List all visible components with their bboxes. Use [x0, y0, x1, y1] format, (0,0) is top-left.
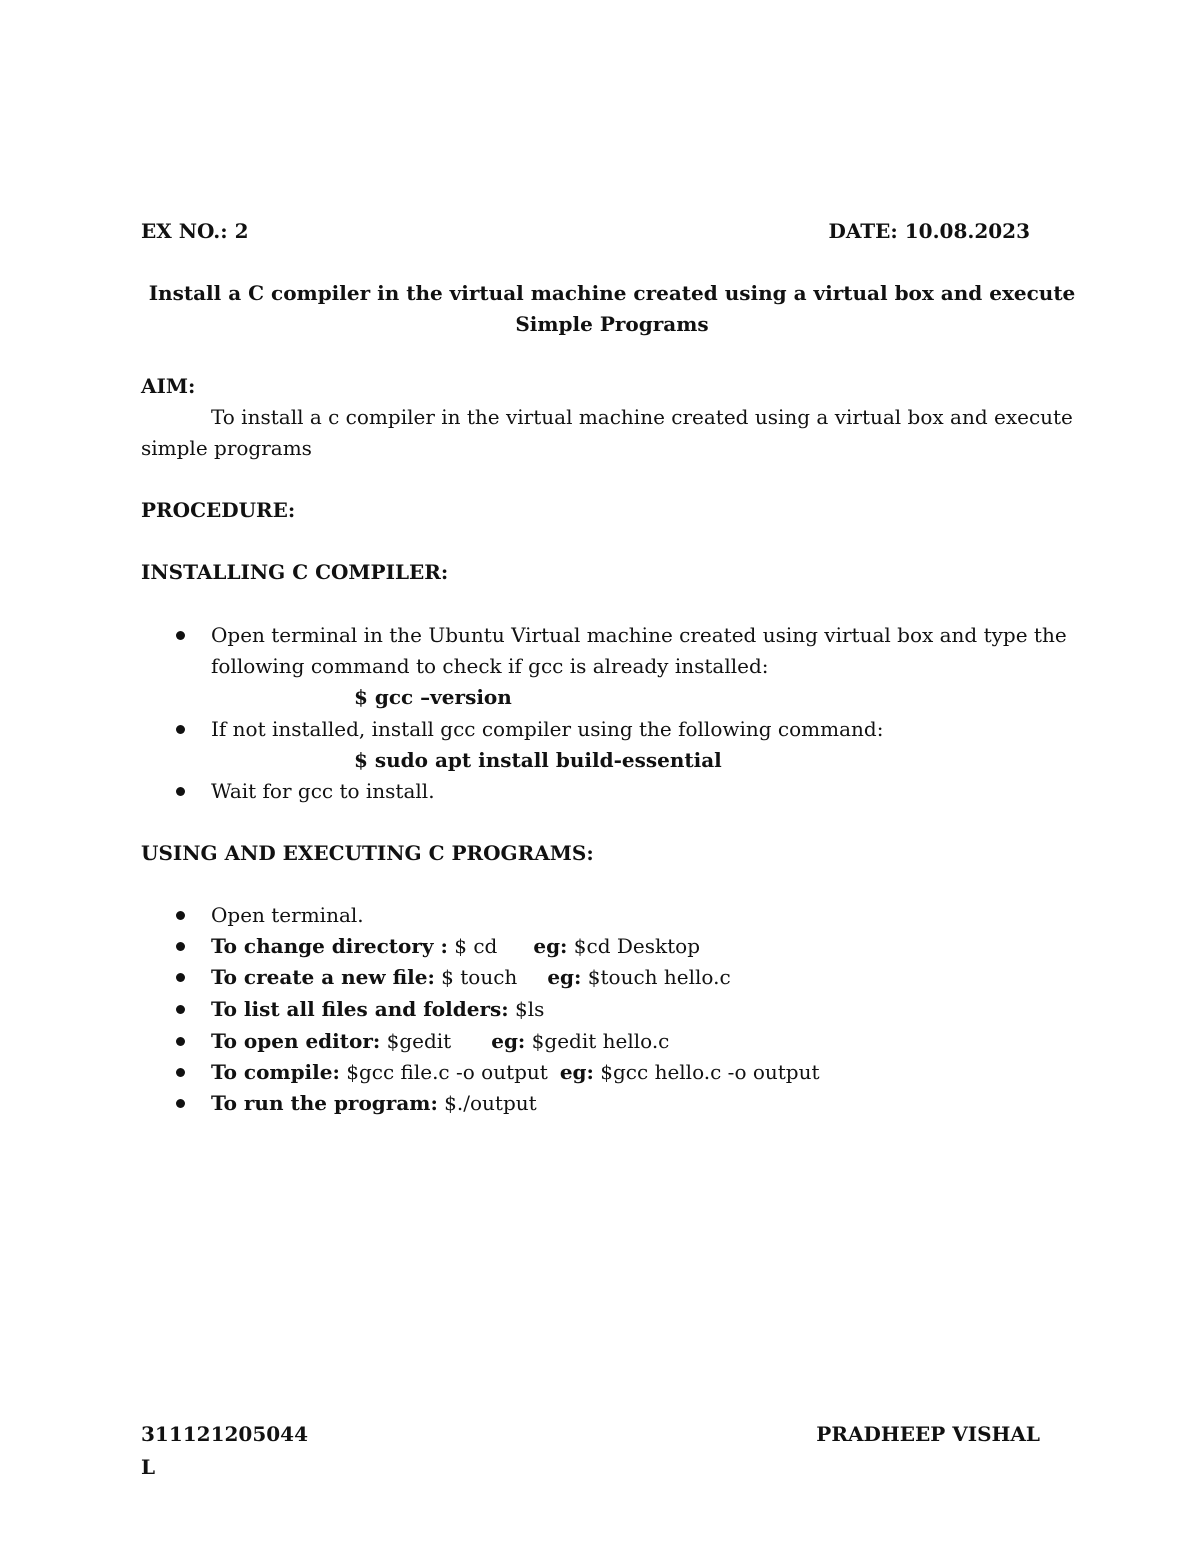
using-item-eg-label: eg: — [533, 934, 568, 958]
bullet-icon — [176, 1099, 185, 1108]
footer-roll-suffix: L — [141, 1455, 156, 1479]
footer-student-name: PRADHEEP VISHAL — [816, 1422, 1040, 1446]
using-item-eg-label: eg: — [491, 1029, 526, 1053]
bullet-icon — [176, 1068, 185, 1077]
aim-heading: AIM: — [141, 374, 196, 398]
using-item-label: To open editor: — [211, 1029, 381, 1053]
using-item-value: $ cd — [447, 934, 498, 958]
using-item-eg-label: eg: — [547, 965, 582, 989]
bullet-icon — [176, 787, 185, 796]
using-heading: USING AND EXECUTING C PROGRAMS: — [141, 841, 594, 865]
using-item-label: To run the program: — [211, 1091, 438, 1115]
bullet-icon — [176, 725, 185, 734]
footer-roll-number: 311121205044 — [141, 1422, 308, 1446]
command-install-build-essential: $ sudo apt install build-essential — [354, 748, 722, 772]
using-item-label: To compile: — [211, 1060, 340, 1084]
using-item-eg-value: $gedit hello.c — [525, 1029, 670, 1053]
title-line-1: Install a C compiler in the virtual machine created using a virtual box and execute — [148, 281, 1076, 305]
command-gcc-version: $ gcc –version — [354, 685, 512, 709]
using-item-value: $ touch — [434, 965, 518, 989]
using-item-eg-value: $gcc hello.c -o output — [593, 1060, 820, 1084]
using-item-label: To change directory : — [211, 934, 448, 958]
using-item-eg-value: $cd Desktop — [567, 934, 701, 958]
bullet-icon — [176, 1037, 185, 1046]
bullet-icon — [176, 631, 185, 640]
using-item-value: Open terminal. — [211, 903, 364, 927]
bullet-icon — [176, 973, 185, 982]
ex-number: EX NO.: 2 — [141, 219, 249, 243]
using-item-value: $ls — [508, 997, 545, 1021]
using-item-eg-value: $touch hello.c — [581, 965, 731, 989]
aim-text-line-1: To install a c compiler in the virtual machine created using a virtual box and execute — [211, 405, 1073, 429]
installing-heading: INSTALLING C COMPILER: — [141, 560, 449, 584]
using-item-value: $gcc file.c -o output — [339, 1060, 548, 1084]
install-bullet-1-line-1: Open terminal in the Ubuntu Virtual machine created using virtual box and type the — [211, 623, 1067, 647]
install-bullet-2-text: If not installed, install gcc compiler using the following command: — [211, 717, 884, 741]
bullet-icon — [176, 911, 185, 920]
aim-text-line-2: simple programs — [141, 436, 312, 460]
using-item-label: To list all files and folders: — [211, 997, 509, 1021]
procedure-heading: PROCEDURE: — [141, 498, 296, 522]
using-item-value: $gedit — [380, 1029, 452, 1053]
title-line-2: Simple Programs — [515, 312, 709, 336]
using-item-eg-label: eg: — [559, 1060, 594, 1084]
install-bullet-3-text: Wait for gcc to install. — [211, 779, 435, 803]
date-label: DATE: 10.08.2023 — [828, 219, 1030, 243]
bullet-icon — [176, 1005, 185, 1014]
using-item-value: $./output — [437, 1091, 537, 1115]
bullet-icon — [176, 942, 185, 951]
using-item-label: To create a new file: — [211, 965, 435, 989]
install-bullet-1-line-2: following command to check if gcc is already installed: — [211, 654, 769, 678]
